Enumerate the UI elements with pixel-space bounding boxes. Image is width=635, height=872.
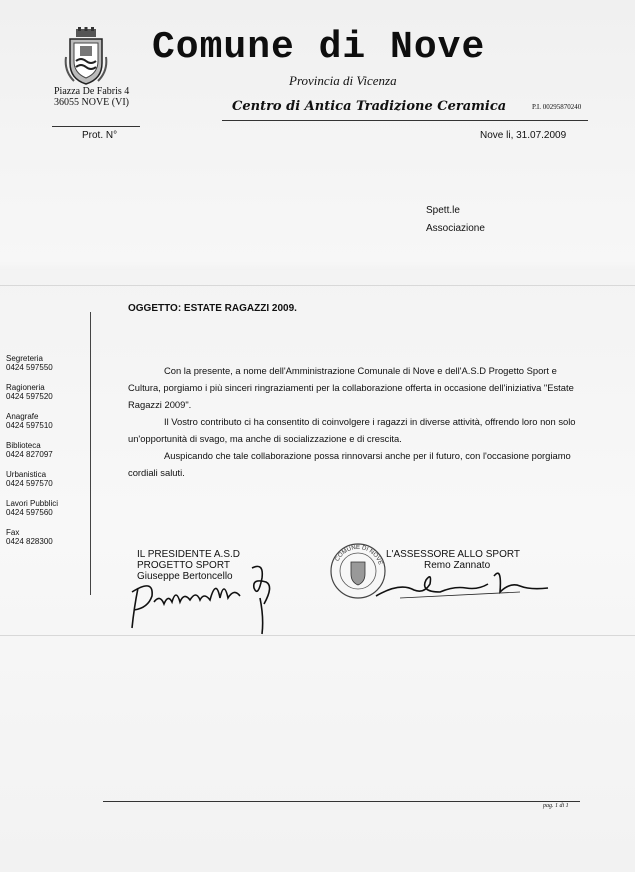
recipient-name: Associazione xyxy=(426,223,485,234)
contact-label: Lavori Pubblici xyxy=(6,499,59,508)
handwritten-signature-icon xyxy=(370,562,550,604)
contact-item xyxy=(6,441,86,459)
contact-label: Biblioteca xyxy=(6,441,41,450)
address-block xyxy=(54,86,129,108)
contact-number: 0424 597550 xyxy=(6,363,53,372)
header-divider xyxy=(222,120,588,121)
assessor-role: L'ASSESSORE ALLO SPORT xyxy=(386,549,521,560)
president-name: Giuseppe Bertoncello xyxy=(137,571,233,582)
fold-crease xyxy=(0,285,635,286)
contact-number: 0424 597570 xyxy=(6,479,53,488)
contact-item xyxy=(6,354,86,372)
protocol-number: Prot. N° xyxy=(82,130,118,141)
contact-label: Segreteria xyxy=(6,354,43,363)
body-paragraph: Il Vostro contributo ci ha consentito di coinvolgere i ragazzi in diverse attività, offrendo loro non solo un'opportunità di svago, ma anche di socializzazione e di crescita. xyxy=(128,416,576,444)
contact-item xyxy=(6,470,86,488)
letter-subject: OGGETTO: ESTATE RAGAZZI 2009. xyxy=(128,303,297,314)
contact-label: Anagrafe xyxy=(6,412,39,421)
president-organization: PROGETTO SPORT xyxy=(137,560,230,571)
contact-list xyxy=(6,354,86,557)
body-paragraph: Auspicando che tale collaborazione possa rinnovarsi anche per il futuro, con l'occasione porgiamo cordiali saluti. xyxy=(128,450,571,478)
contact-number: 0424 828300 xyxy=(6,537,53,546)
contact-number: 0424 597510 xyxy=(6,421,53,430)
contact-item xyxy=(6,528,86,546)
president-role: IL PRESIDENTE A.S.D xyxy=(137,549,240,560)
footer-divider xyxy=(103,801,580,802)
contact-label: Urbanistica xyxy=(6,470,47,479)
tagline: Centro di Antica Tradizione Ceramica xyxy=(232,99,507,114)
margin-rule xyxy=(90,312,91,595)
contact-item xyxy=(6,412,86,430)
recipient-salutation: Spett.le xyxy=(426,205,460,216)
vat-number: P.I. 00295870240 xyxy=(532,103,582,111)
recipient-block xyxy=(426,202,485,238)
contact-label: Fax xyxy=(6,528,20,537)
province-label: Provincia di Vicenza xyxy=(289,73,397,88)
address-street: Piazza De Fabris 4 xyxy=(54,86,130,97)
address-city: 36055 NOVE (VI) xyxy=(54,97,129,108)
contact-number: 0424 597560 xyxy=(6,508,53,517)
contact-number: 0424 827097 xyxy=(6,450,53,459)
body-paragraph: Con la presente, a nome dell'Amministrazione Comunale di Nove e dell'A.S.D Progetto Sport e Cultura, porgiamo i più sinceri ringraziamenti per la collaborazione offerta in occasione dell'iniziativa "Estate Ragazzi 2009". xyxy=(128,365,574,410)
assessor-name: Remo Zannato xyxy=(424,560,491,571)
address-divider xyxy=(52,126,140,127)
fold-crease xyxy=(0,635,635,636)
page-number: pag. 1 di 1 xyxy=(543,803,569,809)
contact-number: 0424 597520 xyxy=(6,392,53,401)
municipality-title: Comune di Nove xyxy=(152,26,486,69)
letter-body xyxy=(128,362,578,481)
coat-of-arms-icon xyxy=(64,27,108,85)
contact-item xyxy=(6,383,86,401)
contact-item xyxy=(6,499,86,517)
handwritten-signature-icon xyxy=(124,558,284,636)
contact-label: Ragioneria xyxy=(6,383,45,392)
letter-date: Nove li, 31.07.2009 xyxy=(480,130,567,141)
stamp-text: COMUNE DI NOVE xyxy=(334,544,384,566)
